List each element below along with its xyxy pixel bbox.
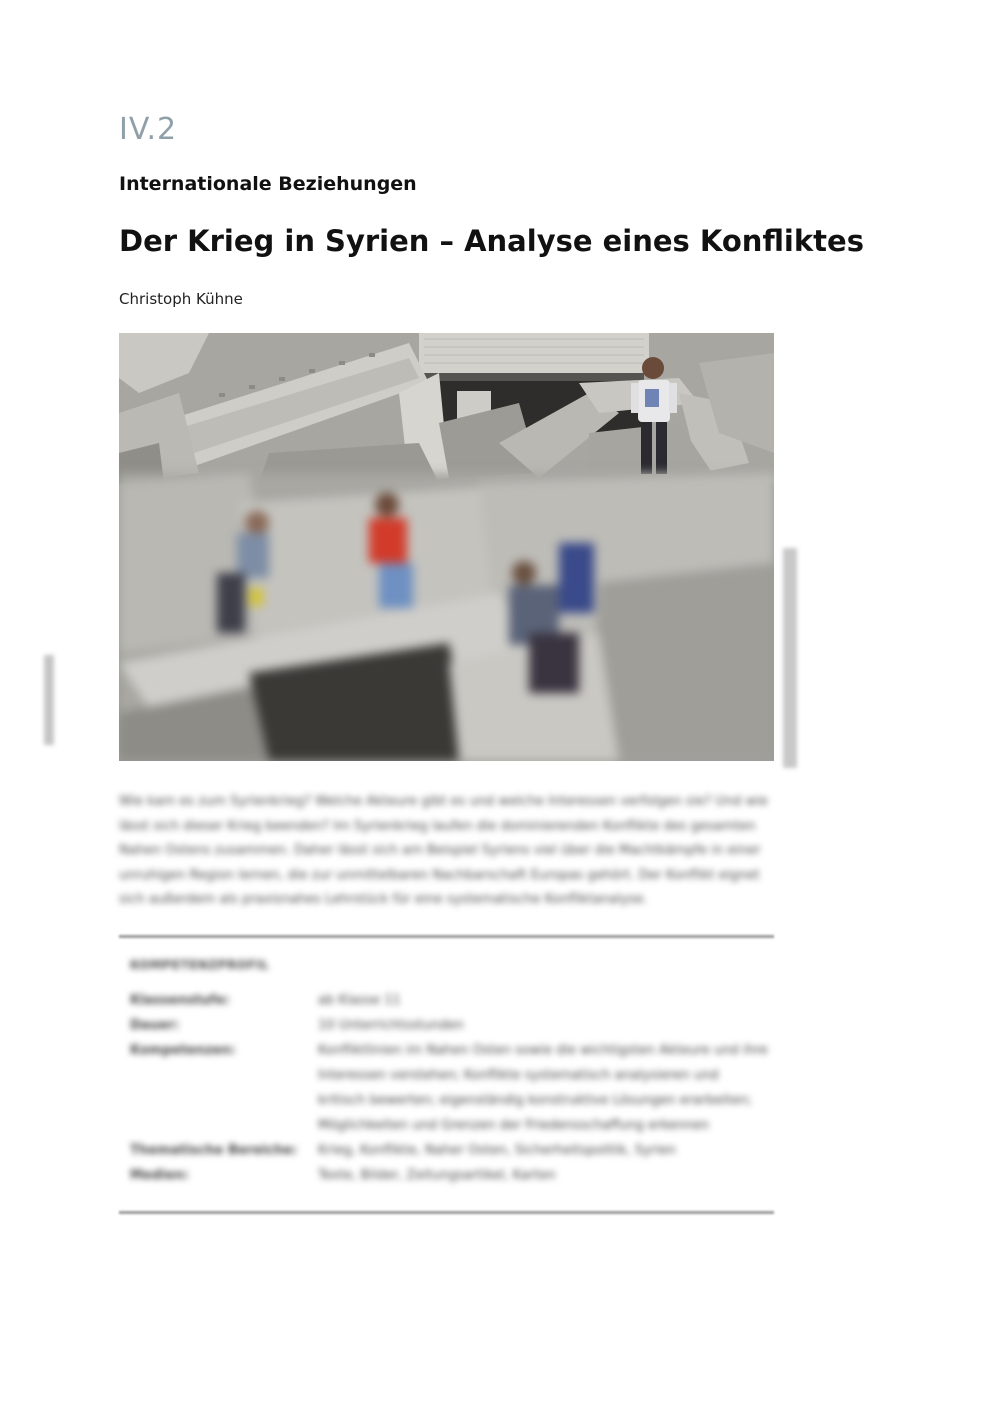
profile-value: Krieg, Konflikte, Naher Osten, Sicherheitspolitik, Syrien <box>318 1143 676 1158</box>
profile-row <box>130 1138 770 1163</box>
profile-key: Kompetenzen: <box>130 1043 236 1058</box>
profile-value: 10 Unterrichtsstunden <box>318 1018 464 1033</box>
profile-heading: KOMPETENZPROFIL <box>130 958 270 972</box>
profile-row <box>130 988 770 1013</box>
profile-value: Texte, Bilder, Zeitungsartikel, Karten <box>318 1168 556 1183</box>
profile-row <box>130 1013 770 1038</box>
photo-credit-vertical <box>783 548 797 768</box>
subject-heading: Internationale Beziehungen <box>119 173 417 195</box>
divider-top <box>119 935 774 938</box>
profile-row <box>130 1163 770 1188</box>
cover-photo <box>119 333 774 761</box>
divider-bottom <box>119 1211 774 1214</box>
profile-value: ab Klasse 11 <box>318 993 401 1008</box>
copyright-vertical <box>44 655 56 745</box>
author-name: Christoph Kühne <box>119 290 243 308</box>
page-title: Der Krieg in Syrien – Analyse eines Konfliktes <box>119 224 864 258</box>
section-number: IV.2 <box>119 112 178 147</box>
profile-row <box>130 1038 770 1138</box>
rubble-scene <box>119 333 774 483</box>
intro-paragraph: Wie kam es zum Syrienkrieg? Welche Akteure gibt es und welche Interessen verfolgen sie? Und wie lässt sich dieser Krieg beenden? Im Syrienkrieg laufen die dominierenden Konflikte des gesamten Nahen Ostens zusammen. Daher lässt sich am Beispiel Syriens viel über die Machtkämpfe in einer unruhigen Region lernen, die zur unmittelbaren Nachbarschaft Europas gehört. Der Konflikt eignet sich außerdem als praxisnahes Lehrstück für eine systematische Konfliktanalyse. <box>119 794 768 907</box>
profile-value: Konfliktlinien im Nahen Osten sowie die wichtigsten Akteure und ihre Interessen verstehen; Konflikte systematisch analysieren und kritisch bewerten; eigenständig konstruktive Lösungen erarbeiten; Möglichkeiten und Grenzen der Friedensschaffung erkennen <box>318 1043 768 1133</box>
profile-key: Thematische Bereiche: <box>130 1143 298 1158</box>
competence-profile <box>130 958 770 1188</box>
profile-key: Medien: <box>130 1168 189 1183</box>
profile-key: Dauer: <box>130 1018 180 1033</box>
profile-key: Klassenstufe: <box>130 993 230 1008</box>
blurred-photo-area <box>119 473 774 761</box>
